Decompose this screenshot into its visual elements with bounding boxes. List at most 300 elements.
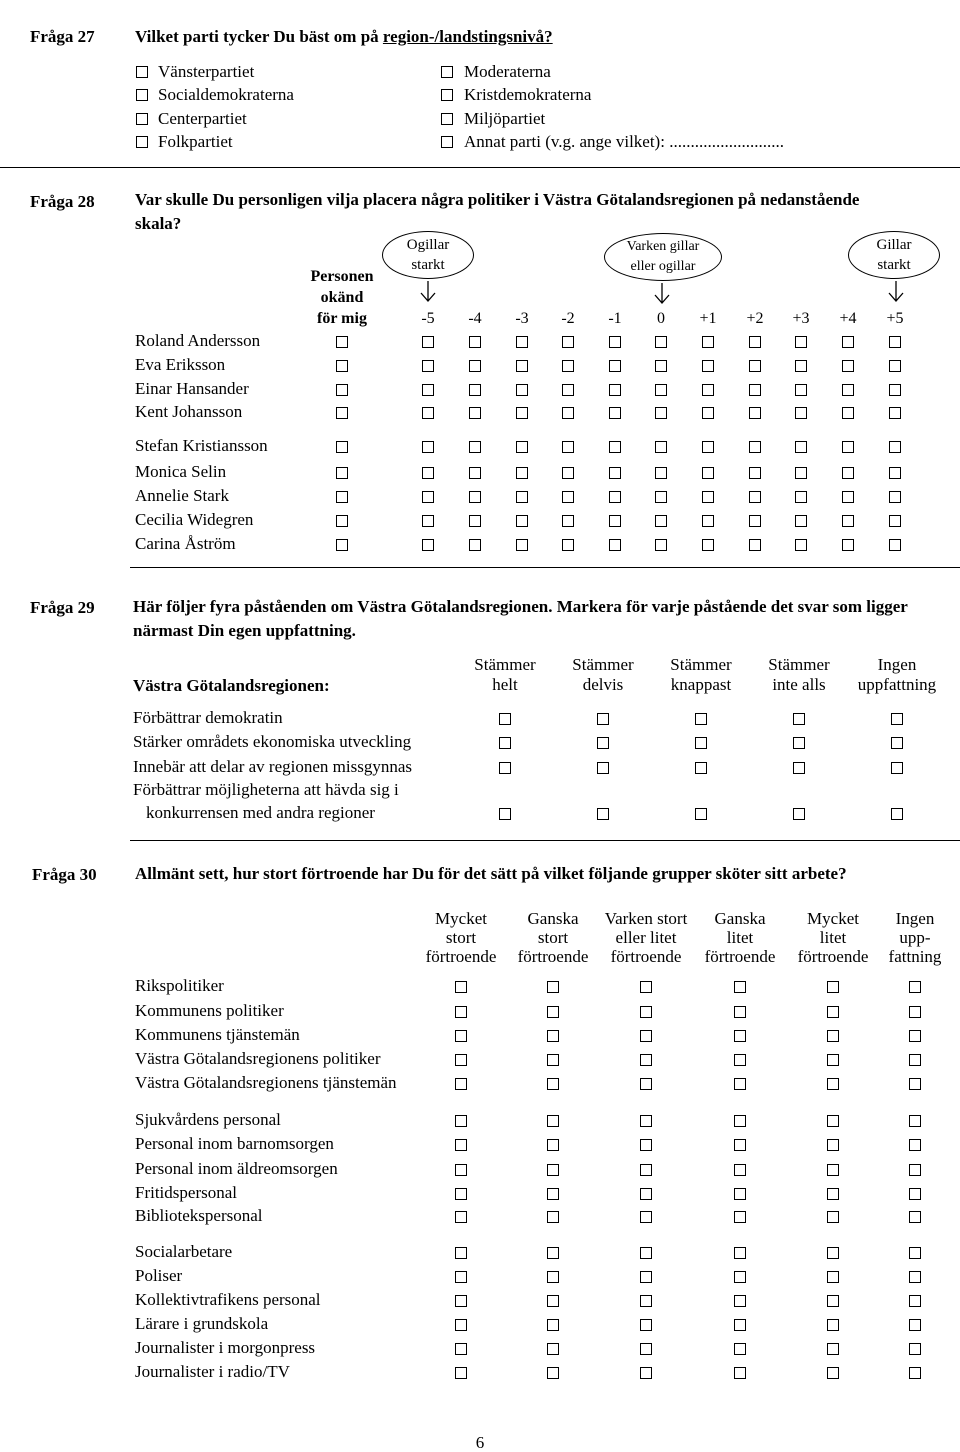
checkbox[interactable] <box>909 1030 921 1042</box>
unknown-header-line2: okänd <box>320 289 364 306</box>
checkbox[interactable] <box>749 360 761 372</box>
oval-ogillar-line2: starkt <box>411 257 445 273</box>
checkbox[interactable] <box>455 1211 467 1223</box>
checkbox[interactable] <box>793 808 805 820</box>
checkbox[interactable] <box>562 360 574 372</box>
checkbox[interactable] <box>640 1295 652 1307</box>
checkbox[interactable] <box>827 1078 839 1090</box>
checkbox[interactable] <box>640 1319 652 1331</box>
checkbox[interactable] <box>469 336 481 348</box>
checkbox[interactable] <box>793 737 805 749</box>
checkbox[interactable] <box>909 1343 921 1355</box>
checkbox[interactable] <box>136 113 148 125</box>
checkbox[interactable] <box>793 762 805 774</box>
checkbox[interactable] <box>609 539 621 551</box>
checkbox[interactable] <box>827 1030 839 1042</box>
checkbox[interactable] <box>842 515 854 527</box>
checkbox[interactable] <box>891 808 903 820</box>
checkbox[interactable] <box>640 1367 652 1379</box>
checkbox[interactable] <box>609 491 621 503</box>
column-header: stort <box>537 928 569 947</box>
checkbox[interactable] <box>734 1319 746 1331</box>
group-label: Lärare i grundskola <box>135 1314 269 1333</box>
politician-name: Monica Selin <box>135 462 227 481</box>
checkbox[interactable] <box>455 1078 467 1090</box>
checkbox[interactable] <box>422 336 434 348</box>
checkbox[interactable] <box>547 1343 559 1355</box>
checkbox[interactable] <box>455 1271 467 1283</box>
group-label: Fritidspersonal <box>135 1183 237 1202</box>
checkbox[interactable] <box>889 441 901 453</box>
checkbox[interactable] <box>891 713 903 725</box>
checkbox[interactable] <box>889 491 901 503</box>
checkbox[interactable] <box>516 515 528 527</box>
group-label: Kollektivtrafikens personal <box>135 1290 321 1309</box>
checkbox[interactable] <box>640 1271 652 1283</box>
checkbox-unknown[interactable] <box>336 360 348 372</box>
checkbox[interactable] <box>889 360 901 372</box>
checkbox[interactable] <box>827 1367 839 1379</box>
checkbox[interactable] <box>842 360 854 372</box>
checkbox[interactable] <box>547 1006 559 1018</box>
checkbox[interactable] <box>640 981 652 993</box>
checkbox-unknown[interactable] <box>336 407 348 419</box>
checkbox[interactable] <box>827 1188 839 1200</box>
checkbox[interactable] <box>909 1139 921 1151</box>
checkbox[interactable] <box>842 467 854 479</box>
checkbox[interactable] <box>499 737 511 749</box>
checkbox[interactable] <box>455 1115 467 1127</box>
checkbox[interactable] <box>547 1247 559 1259</box>
q30-number: Fråga 30 <box>32 865 97 884</box>
scale-label: -1 <box>608 310 622 327</box>
group-label: Västra Götalandsregionens politiker <box>135 1049 381 1068</box>
checkbox[interactable] <box>795 360 807 372</box>
checkbox[interactable] <box>795 467 807 479</box>
checkbox[interactable] <box>842 407 854 419</box>
checkbox[interactable] <box>609 360 621 372</box>
checkbox-unknown[interactable] <box>336 336 348 348</box>
checkbox[interactable] <box>455 1295 467 1307</box>
checkbox[interactable] <box>136 136 148 148</box>
checkbox-unknown[interactable] <box>336 441 348 453</box>
checkbox[interactable] <box>597 737 609 749</box>
checkbox[interactable] <box>640 1164 652 1176</box>
checkbox[interactable] <box>842 491 854 503</box>
checkbox[interactable] <box>547 1164 559 1176</box>
checkbox[interactable] <box>422 407 434 419</box>
checkbox-unknown[interactable] <box>336 539 348 551</box>
column-header: fattning <box>888 947 942 966</box>
checkbox[interactable] <box>499 713 511 725</box>
checkbox[interactable] <box>547 981 559 993</box>
checkbox[interactable] <box>827 1211 839 1223</box>
checkbox[interactable] <box>455 981 467 993</box>
checkbox[interactable] <box>909 1115 921 1127</box>
checkbox[interactable] <box>827 1271 839 1283</box>
checkbox[interactable] <box>562 515 574 527</box>
checkbox[interactable] <box>562 491 574 503</box>
checkbox[interactable] <box>422 441 434 453</box>
group-label: Kommunens politiker <box>135 1001 284 1020</box>
checkbox[interactable] <box>909 1247 921 1259</box>
q27-option-label: Socialdemokraterna <box>158 85 294 104</box>
checkbox[interactable] <box>469 467 481 479</box>
checkbox[interactable] <box>655 407 667 419</box>
q27-question <box>135 28 553 45</box>
checkbox[interactable] <box>889 336 901 348</box>
checkbox[interactable] <box>695 762 707 774</box>
checkbox[interactable] <box>909 1006 921 1018</box>
unknown-header-line3: för mig <box>317 310 367 327</box>
checkbox[interactable] <box>655 360 667 372</box>
checkbox[interactable] <box>891 762 903 774</box>
group-label: Kommunens tjänstemän <box>135 1025 300 1044</box>
checkbox[interactable] <box>597 808 609 820</box>
checkbox[interactable] <box>702 539 714 551</box>
checkbox[interactable] <box>734 1054 746 1066</box>
scale-label: +4 <box>839 310 857 327</box>
q27-option-label: Folkpartiet <box>158 132 233 151</box>
checkbox[interactable] <box>889 467 901 479</box>
politician-name: Einar Hansander <box>135 379 249 398</box>
column-header: Ganska <box>714 909 766 928</box>
checkbox[interactable] <box>889 384 901 396</box>
checkbox[interactable] <box>422 539 434 551</box>
checkbox[interactable] <box>891 737 903 749</box>
checkbox[interactable] <box>547 1078 559 1090</box>
q27-option-label: Moderaterna <box>464 62 551 81</box>
q27-number: Fråga 27 <box>30 27 95 46</box>
checkbox[interactable] <box>695 737 707 749</box>
checkbox[interactable] <box>640 1054 652 1066</box>
checkbox[interactable] <box>842 441 854 453</box>
checkbox[interactable] <box>562 441 574 453</box>
checkbox[interactable] <box>702 336 714 348</box>
checkbox[interactable] <box>609 407 621 419</box>
checkbox[interactable] <box>597 713 609 725</box>
checkbox[interactable] <box>422 360 434 372</box>
checkbox[interactable] <box>516 384 528 396</box>
checkbox[interactable] <box>640 1188 652 1200</box>
checkbox[interactable] <box>702 515 714 527</box>
oval-gillar-line2: starkt <box>877 257 911 273</box>
checkbox[interactable] <box>516 491 528 503</box>
checkbox[interactable] <box>547 1271 559 1283</box>
q27-question-prefix: Vilket parti tycker Du bäst om på <box>135 27 383 46</box>
checkbox[interactable] <box>734 1271 746 1283</box>
checkbox[interactable] <box>795 336 807 348</box>
checkbox[interactable] <box>609 441 621 453</box>
checkbox[interactable] <box>734 1188 746 1200</box>
checkbox[interactable] <box>469 515 481 527</box>
checkbox[interactable] <box>842 384 854 396</box>
checkbox[interactable] <box>655 336 667 348</box>
checkbox[interactable] <box>562 407 574 419</box>
checkbox[interactable] <box>827 1164 839 1176</box>
column-header: Ingen <box>895 909 935 928</box>
checkbox[interactable] <box>795 539 807 551</box>
checkbox[interactable] <box>455 1247 467 1259</box>
q27-option-label: Miljöpartiet <box>464 109 546 128</box>
checkbox[interactable] <box>909 1211 921 1223</box>
checkbox[interactable] <box>609 515 621 527</box>
q29-question: Här följer fyra påståenden om Västra Götalandsregionen. Markera för varje påstående det svar som ligger närmast Din egen uppfattning. <box>133 597 908 640</box>
checkbox[interactable] <box>827 1054 839 1066</box>
politician-name: Annelie Stark <box>135 486 229 505</box>
checkbox[interactable] <box>909 1367 921 1379</box>
checkbox[interactable] <box>734 1295 746 1307</box>
column-header: Varken stort <box>604 909 688 928</box>
checkbox[interactable] <box>655 491 667 503</box>
checkbox[interactable] <box>422 467 434 479</box>
checkbox[interactable] <box>469 384 481 396</box>
checkbox[interactable] <box>889 407 901 419</box>
checkbox[interactable] <box>827 1319 839 1331</box>
checkbox[interactable] <box>655 384 667 396</box>
checkbox[interactable] <box>609 384 621 396</box>
checkbox[interactable] <box>455 1319 467 1331</box>
checkbox[interactable] <box>734 1367 746 1379</box>
checkbox[interactable] <box>749 441 761 453</box>
q28-number: Fråga 28 <box>30 192 95 211</box>
oval-varken-line1: Varken gillar <box>626 239 700 254</box>
checkbox[interactable] <box>749 491 761 503</box>
checkbox[interactable] <box>469 360 481 372</box>
column-header: stort <box>445 928 477 947</box>
checkbox[interactable] <box>827 1247 839 1259</box>
checkbox[interactable] <box>516 539 528 551</box>
checkbox[interactable] <box>749 467 761 479</box>
checkbox[interactable] <box>640 1030 652 1042</box>
checkbox[interactable] <box>793 713 805 725</box>
checkbox[interactable] <box>469 491 481 503</box>
checkbox[interactable] <box>547 1188 559 1200</box>
group-label: Personal inom äldreomsorgen <box>135 1159 338 1178</box>
checkbox[interactable] <box>734 1343 746 1355</box>
checkbox-unknown[interactable] <box>336 515 348 527</box>
checkbox[interactable] <box>734 1247 746 1259</box>
checkbox[interactable] <box>455 1188 467 1200</box>
checkbox[interactable] <box>749 515 761 527</box>
checkbox[interactable] <box>909 1319 921 1331</box>
statement-label: Förbättrar demokratin <box>133 708 283 727</box>
checkbox[interactable] <box>609 467 621 479</box>
q27-option-label: Vänsterpartiet <box>158 62 255 81</box>
checkbox[interactable] <box>655 515 667 527</box>
checkbox[interactable] <box>655 467 667 479</box>
checkbox[interactable] <box>469 441 481 453</box>
politician-name: Roland Andersson <box>135 331 261 350</box>
checkbox[interactable] <box>695 713 707 725</box>
column-header: Ingen <box>877 655 917 674</box>
checkbox[interactable] <box>702 407 714 419</box>
checkbox[interactable] <box>749 539 761 551</box>
checkbox[interactable] <box>842 539 854 551</box>
checkbox[interactable] <box>734 1078 746 1090</box>
oval-gillar-line1: Gillar <box>876 237 912 253</box>
checkbox[interactable] <box>640 1343 652 1355</box>
checkbox[interactable] <box>909 981 921 993</box>
checkbox[interactable] <box>455 1139 467 1151</box>
checkbox[interactable] <box>827 981 839 993</box>
unknown-header-line1: Personen <box>310 268 374 285</box>
checkbox[interactable] <box>640 1078 652 1090</box>
q27-question-underlined: region-/landstingsnivå? <box>382 27 553 46</box>
column-header: knappast <box>670 675 732 694</box>
checkbox[interactable] <box>749 336 761 348</box>
checkbox[interactable] <box>827 1295 839 1307</box>
checkbox-unknown[interactable] <box>336 491 348 503</box>
checkbox[interactable] <box>734 1006 746 1018</box>
checkbox[interactable] <box>734 1164 746 1176</box>
column-header: förtroende <box>610 947 682 966</box>
checkbox[interactable] <box>562 467 574 479</box>
checkbox[interactable] <box>469 407 481 419</box>
divider <box>130 567 960 568</box>
q27-option-label: Centerpartiet <box>158 109 247 128</box>
column-header: Stämmer <box>474 655 536 674</box>
column-header: Mycket <box>807 909 859 928</box>
checkbox[interactable] <box>562 384 574 396</box>
group-label: Socialarbetare <box>135 1242 233 1261</box>
scale-label: +2 <box>746 310 764 327</box>
checkbox[interactable] <box>455 1164 467 1176</box>
checkbox[interactable] <box>516 407 528 419</box>
checkbox[interactable] <box>441 89 453 101</box>
checkbox[interactable] <box>422 515 434 527</box>
oval-ogillar <box>382 231 474 279</box>
checkbox[interactable] <box>889 539 901 551</box>
checkbox[interactable] <box>136 66 148 78</box>
checkbox[interactable] <box>640 1006 652 1018</box>
checkbox[interactable] <box>547 1139 559 1151</box>
statement-label: Innebär att delar av regionen missgynnas <box>133 757 412 776</box>
checkbox[interactable] <box>455 1006 467 1018</box>
scale-label: -4 <box>468 310 482 327</box>
checkbox[interactable] <box>909 1078 921 1090</box>
checkbox-unknown[interactable] <box>336 467 348 479</box>
checkbox[interactable] <box>455 1343 467 1355</box>
checkbox[interactable] <box>909 1271 921 1283</box>
checkbox[interactable] <box>909 1054 921 1066</box>
checkbox[interactable] <box>136 89 148 101</box>
checkbox[interactable] <box>909 1188 921 1200</box>
oval-ogillar-line1: Ogillar <box>406 237 450 253</box>
group-label: Rikspolitiker <box>135 976 224 995</box>
politician-name: Stefan Kristiansson <box>135 436 268 455</box>
column-header: helt <box>492 675 518 694</box>
checkbox[interactable] <box>455 1367 467 1379</box>
politician-name: Carina Åström <box>135 534 236 553</box>
group-label: Journalister i radio/TV <box>135 1362 290 1381</box>
checkbox[interactable] <box>749 384 761 396</box>
arrow-down-icon <box>418 280 438 304</box>
checkbox[interactable] <box>734 1139 746 1151</box>
checkbox[interactable] <box>640 1247 652 1259</box>
column-header: förtroende <box>425 947 497 966</box>
checkbox[interactable] <box>827 1139 839 1151</box>
checkbox[interactable] <box>547 1030 559 1042</box>
checkbox[interactable] <box>422 491 434 503</box>
checkbox[interactable] <box>547 1319 559 1331</box>
q28-question: Var skulle Du personligen vilja placera några politiker i Västra Götalandsregionen på nedanstående skala? <box>135 190 860 233</box>
column-header: Stämmer <box>768 655 830 674</box>
checkbox[interactable] <box>547 1115 559 1127</box>
checkbox[interactable] <box>795 441 807 453</box>
checkbox[interactable] <box>734 1030 746 1042</box>
checkbox[interactable] <box>422 384 434 396</box>
checkbox[interactable] <box>547 1367 559 1379</box>
checkbox[interactable] <box>547 1054 559 1066</box>
checkbox[interactable] <box>640 1211 652 1223</box>
checkbox[interactable] <box>695 808 707 820</box>
checkbox[interactable] <box>795 491 807 503</box>
checkbox[interactable] <box>597 762 609 774</box>
q27-option-label: Annat parti (v.g. ange vilket): ........................... <box>464 132 784 151</box>
checkbox[interactable] <box>734 981 746 993</box>
checkbox[interactable] <box>516 467 528 479</box>
checkbox[interactable] <box>795 384 807 396</box>
checkbox[interactable] <box>734 1211 746 1223</box>
oval-varken-line2: eller ogillar <box>630 259 696 274</box>
arrow-down-icon <box>652 282 672 306</box>
column-header: upp- <box>899 928 931 947</box>
checkbox[interactable] <box>516 441 528 453</box>
checkbox[interactable] <box>909 1295 921 1307</box>
checkbox[interactable] <box>547 1295 559 1307</box>
scale-label: -3 <box>515 310 529 327</box>
checkbox[interactable] <box>609 336 621 348</box>
checkbox[interactable] <box>734 1115 746 1127</box>
checkbox[interactable] <box>562 539 574 551</box>
checkbox[interactable] <box>455 1054 467 1066</box>
checkbox[interactable] <box>842 336 854 348</box>
checkbox[interactable] <box>702 384 714 396</box>
checkbox[interactable] <box>547 1211 559 1223</box>
statement-label: Stärker områdets ekonomiska utveckling <box>133 732 412 751</box>
checkbox[interactable] <box>702 467 714 479</box>
checkbox[interactable] <box>441 113 453 125</box>
checkbox[interactable] <box>827 1343 839 1355</box>
checkbox[interactable] <box>749 407 761 419</box>
checkbox[interactable] <box>516 336 528 348</box>
checkbox[interactable] <box>909 1164 921 1176</box>
checkbox[interactable] <box>499 762 511 774</box>
checkbox[interactable] <box>455 1030 467 1042</box>
checkbox[interactable] <box>640 1115 652 1127</box>
checkbox[interactable] <box>702 491 714 503</box>
checkbox[interactable] <box>516 360 528 372</box>
checkbox[interactable] <box>795 407 807 419</box>
checkbox[interactable] <box>889 515 901 527</box>
checkbox[interactable] <box>441 66 453 78</box>
checkbox[interactable] <box>827 1006 839 1018</box>
checkbox[interactable] <box>702 441 714 453</box>
checkbox[interactable] <box>499 808 511 820</box>
checkbox[interactable] <box>441 136 453 148</box>
checkbox[interactable] <box>469 539 481 551</box>
checkbox[interactable] <box>795 515 807 527</box>
checkbox[interactable] <box>655 539 667 551</box>
checkbox[interactable] <box>562 336 574 348</box>
checkbox-unknown[interactable] <box>336 384 348 396</box>
politician-name: Cecilia Widegren <box>135 510 254 529</box>
checkbox[interactable] <box>640 1139 652 1151</box>
checkbox[interactable] <box>655 441 667 453</box>
checkbox[interactable] <box>827 1115 839 1127</box>
checkbox[interactable] <box>702 360 714 372</box>
